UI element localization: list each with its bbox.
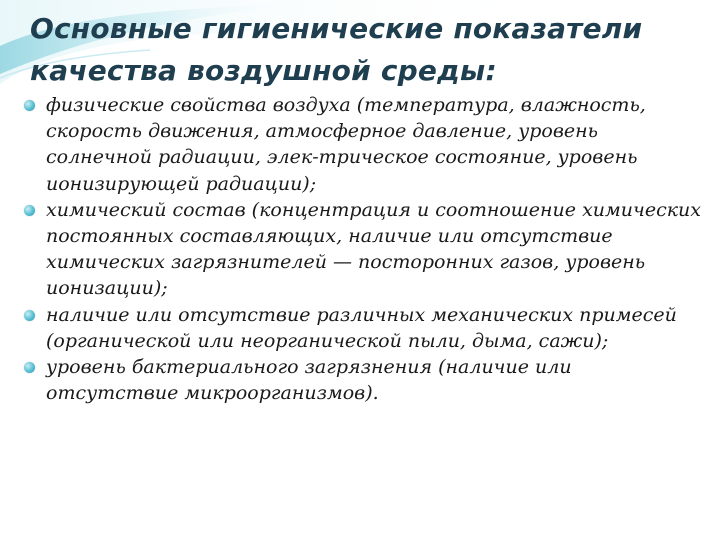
list-item-text: химический состав (концентрация и соотношение химических постоянных составляющих, наличие или отсутствие химических загрязнителей — посторонних газов, уровень ионизации); [46,198,702,300]
list-item [22,92,702,197]
list-item-text: наличие или отсутствие различных механических примесей (органической или неорганической пыли, дыма, сажи); [46,303,677,352]
teal-circle-bullet-icon [24,100,35,111]
list-item-text: уровень бактериального загрязнения (наличие или отсутствие микроорганизмов). [46,356,572,405]
bullet-list [22,92,702,406]
list-item-text: физические свойства воздуха (температура, влажность, скорость движения, атмосферное давление, уровень солнечной радиации, элек-трическое состояние, уровень ионизирующей радиации); [46,94,646,195]
list-item [22,302,702,354]
teal-circle-bullet-icon [24,362,35,373]
list-item [22,354,702,406]
list-item [22,197,702,302]
slide-title: Основные гигиенические показатели качества воздушной среды: [30,12,643,87]
teal-circle-bullet-icon [24,310,35,321]
teal-circle-bullet-icon [24,205,35,216]
